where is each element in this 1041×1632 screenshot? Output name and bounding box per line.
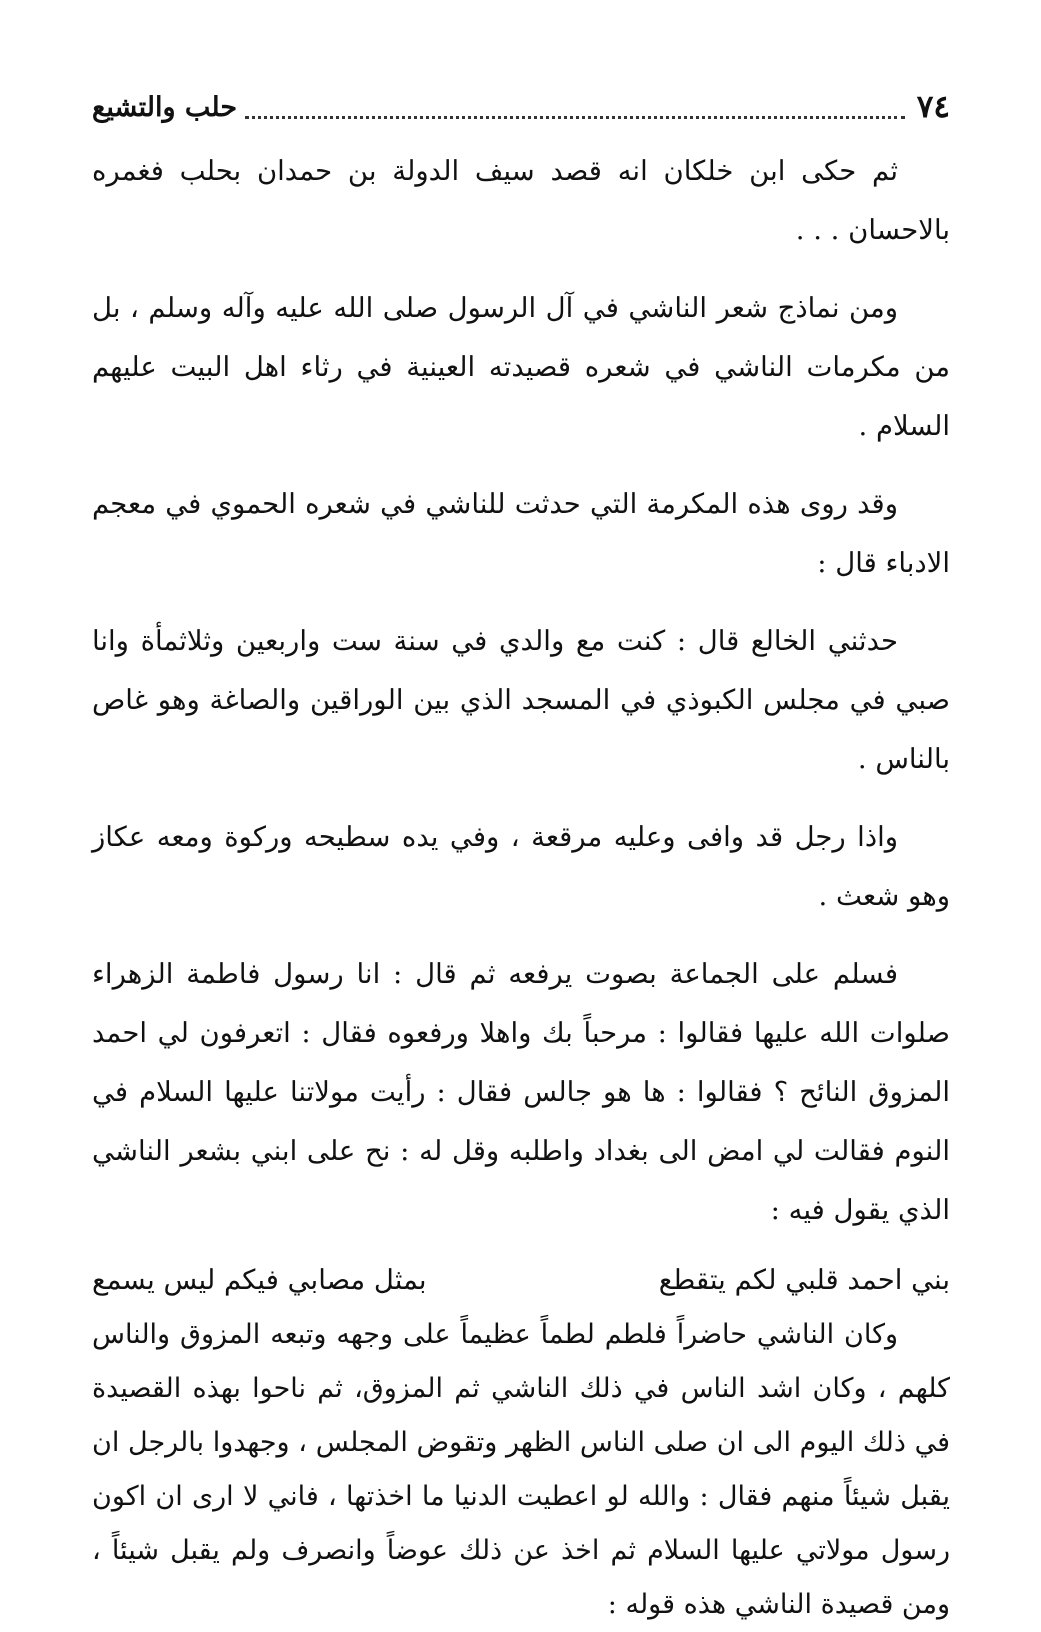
paragraph: وقد روى هذه المكرمة التي حدثت للناشي في شعره الحموي في معجم الادباء قال :: [92, 488, 950, 579]
closing-paragraph: وكان الناشي حاضراً فلطم لطماً عظيماً على وجهه وتبعه المزوق والناس كلهم ، وكان اشد الناس في ذلك الناشي ثم المزوق، ثم ناحوا بهذه القصيدة في ذلك اليوم الى ان صلى الناس الظهر وتقوض المجلس ، وجهدوا بالرجل ان يقبل شيئاً منهم فقال : والله لو اعطيت الدنيا ما اخذتها ، فاني لا ارى ان اكون رسول مولاتي عليها السلام ثم اخذ عن ذلك عوضاً وانصرف ولم يقبل شيئاً ، ومن قصيدة الناشي هذه قوله :: [92, 1319, 950, 1620]
running-title: حلب والتشيع: [92, 91, 238, 123]
header-dotted-leader: [245, 116, 905, 119]
paragraph: فسلم على الجماعة بصوت يرفعه ثم قال : انا رسول فاطمة الزهراء صلوات الله عليها فقالوا : مرحباً بك واهلا ورفعوه فقال : اتعرفون لي احمد المزوق النائح ؟ فقالوا : ها هو جالس فقال : رأيت مولاتنا عليها السلام في النوم فقالت لي امض الى بغداد واطلبه وقل له : نح على ابني بشعر الناشي الذي يقول فيه :: [92, 958, 950, 1226]
paragraph: ثم حكى ابن خلكان انه قصد سيف الدولة بن حمدان بحلب فغمره بالاحسان . . .: [92, 155, 950, 246]
book-page: [92, 82, 950, 1632]
paragraph: حدثني الخالع قال : كنت مع والدي في سنة ست واربعين وثلاثمأة وانا صبي في مجلس الكبوذي في المسجد الذي بين الوراقين والصاغة وهو غاص بالناس .: [92, 625, 950, 775]
page-header: [92, 82, 950, 132]
paragraph: ومن نماذج شعر الناشي في آل الرسول صلى الله عليه وآله وسلم ، بل من مكرمات الناشي في شعره قصيدته العينية في رثاء اهل البيت عليهم السلام .: [92, 292, 950, 442]
paragraph: واذا رجل قد وافى وعليه مرقعة ، وفي يده سطيحه وركوة ومعه عكاز وهو شعث .: [92, 821, 950, 912]
page-number: ٧٤: [916, 89, 950, 125]
verse-second-hemistich: بمثل مصابي فيكم ليس يسمع: [92, 1264, 427, 1296]
poem-verse: [92, 1252, 950, 1308]
verse-first-hemistich: بني احمد قلبي لكم يتقطع: [658, 1264, 950, 1296]
